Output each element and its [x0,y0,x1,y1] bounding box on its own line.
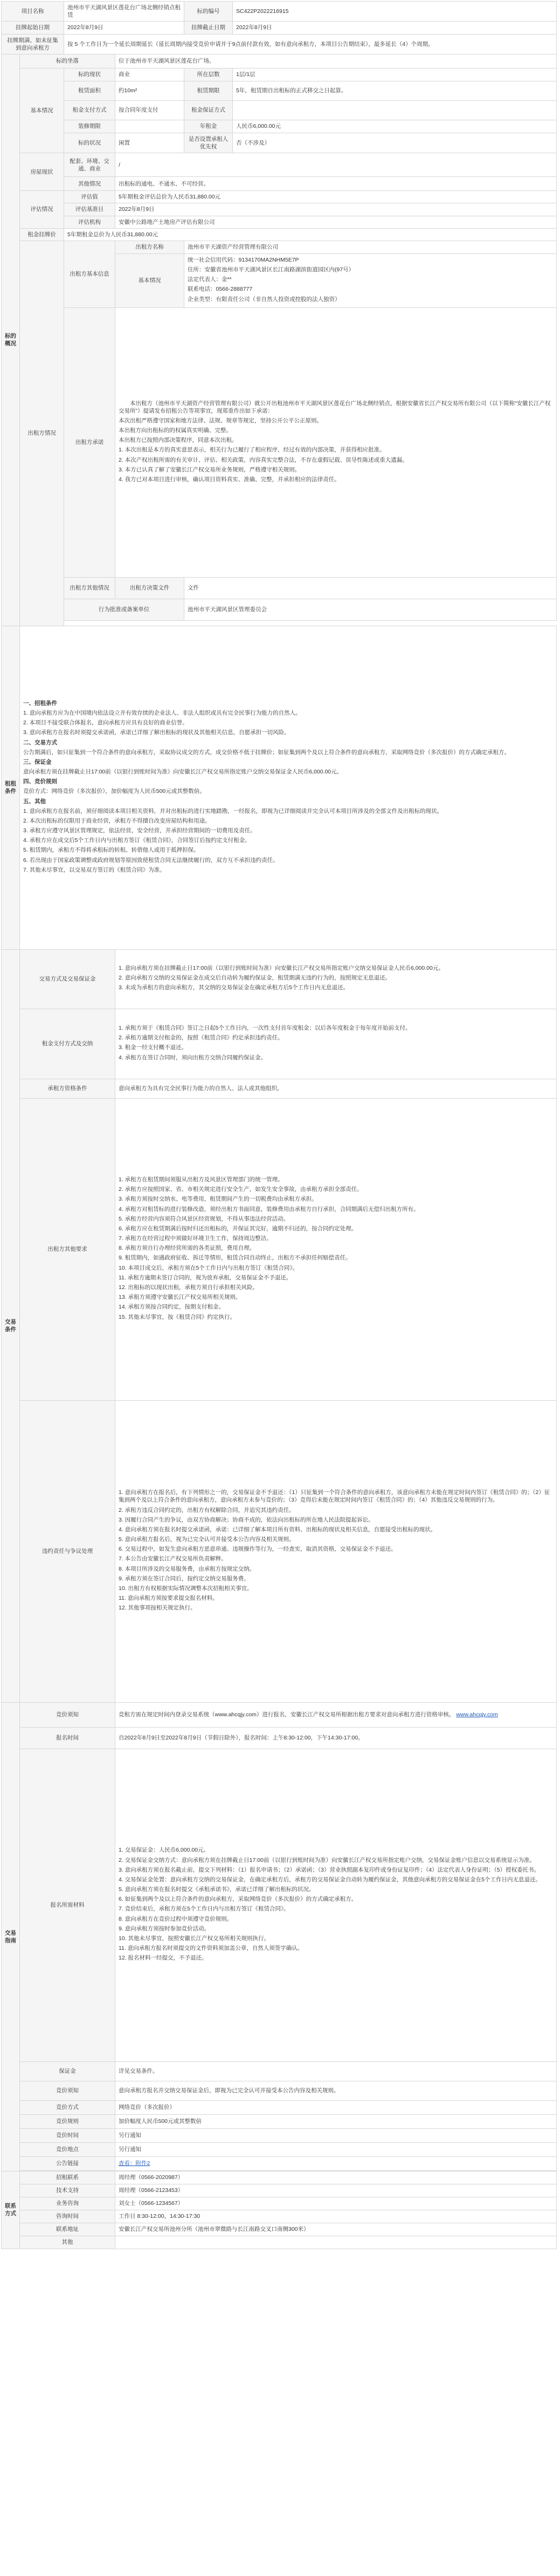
obligation-item: 13. 承租方须遵守安徽长江产权交易所相关规则。 [119,1294,241,1301]
material-item: 5. 意向承租方须在报名时提交《承租承诺书》，承诺已详细了解出租标的状况。 [119,1886,315,1893]
material-item: 6. 如征集到两个及以上符合条件的意向承租方，采取网络竞价（多次报价）的方式确定承租方。 [119,1896,357,1903]
basic-label: 基本情况 [20,68,64,153]
commitment-note: 本出租方（池州市平天湖资产经营管理有限公司）就公开出租池州市平天湖风景区莲花台广场北侧经销点，根据安徽省长江产权交易所有限公司（以下简称“安徽长江产权交易所”）提请发布招租公告等项事宜，现郑重作出如下承诺： [119,400,551,414]
guide-body [115,1702,557,1727]
commitment-sub: 1. 本次出租是本方的真实意思表示，相关行为已履行了相应程序，经过有效的内部决策，并获得相应批准。 [119,447,385,454]
material-item: 9. 意向承租方须按时参加竞价活动。 [119,1925,210,1932]
use-label: 标的现状 [64,68,115,81]
authority-label: 出租方其他情况 [64,577,115,599]
material-item: 11. 意向承租方报名时须提交的文件资料须加盖公章，自然人须签字确认。 [119,1945,303,1952]
obligation-item: 14. 承租方须按合同约定，按期支付租金。 [119,1304,225,1311]
obligation-item: 6. 承租方应在租赁期满后按时归还出租标的，并保证其完好，逾期不归还的，按合同约定处理。 [119,1225,357,1232]
cond-p: 公告期满后，如只征集到一个符合条件的意向承租方，采取协议成交的方式，成交价格不低于挂牌价；如征集到两个及以上符合条件的意向承租方，采取网络竞价（多次报价）的方式确定承租方。 [23,749,510,756]
notice-label: 竞价须知 [20,2081,115,2100]
deposit-label: 租金保证方式 [184,100,233,120]
obligation-item: 9. 租赁期内，如遇政府征收、拆迁等情形，租赁合同自动终止，出租方不承担任何赔偿责任。 [119,1255,351,1262]
dispute-item: 1. 意向承租方在报名后，有下列情形之一的，交易保证金不予退还：（1）只征集到一个符合条件的意向承租方，该意向承租方未能在规定时间内签订《租赁合同》的；（2）征集到两个及以上符合条件的意向承租方，意向承租方未参与竞价的；（3）竞得后未能在规定时间内签订《租赁合同》的；（4）其他违反交易规则的行为。 [119,1489,550,1504]
bid-label: 竞价规则 [20,2114,115,2128]
obligation-item: 7. 承租方在经营过程中须做好环境卫生工作，保持周边整洁。 [119,1235,272,1242]
cond-heading: 二、交易方式 [23,739,57,746]
cother-label: 其他 [20,2236,115,2249]
other: 出租标的通电、不通水、不可经营。 [115,177,557,191]
cond-p: 2. 本次出租标的仅限用于商业经营，承租方不得擅自改变房屋结构和用途。 [23,817,211,824]
obligation-item: 5. 承租方经营内容须符合风景区经营规划，不得从事违法经营活动。 [119,1215,289,1222]
conditions-section: 租租条件 [2,626,20,949]
commitment-item: 本次出租严格遵守国家和地方法律、法规、规章等规定，坚持公开公平公正原则。 [119,417,322,424]
other-label: 其他情况 [64,177,115,191]
cond-p: 竞价方式：网络竞价（多次报价），加价幅度为人民币500元或其整数倍。 [23,788,205,795]
lessor-type: 企业类型：有限责任公司（非自然人投资或控股的法人独资） [188,296,341,303]
obligation-item: 3. 承租方须按时交纳水、电等费用，租赁期间产生的一切税费均由承租方承担。 [119,1196,317,1203]
eval-label: 评估情况 [20,191,64,229]
material-item: 7. 竞价结束后，承租方须在5个工作日内与出租方签订《租赁合同》。 [119,1906,289,1913]
qual-text: 意向承租方为具有完全民事行为能力的自然人、法人或其他组织。 [115,1079,557,1098]
lessor-code: 统一社会信用代码：9134170MA2NHM5E7P [188,256,299,263]
contact: 周经理（0566-2020987） [115,2171,557,2184]
obligation-item: 1. 承租方在租赁期间须服从出租方及风景区管理部门的统一管理。 [119,1176,284,1183]
reg-deposit: 详见交易条件。 [115,2061,557,2081]
lessor-legal: 法定代表人：金** [188,276,232,283]
reg-deposit-label: 保证金 [20,2061,115,2081]
addr: 安徽长江产权交易所池州分所（池州市翠微路与长江南路交叉口南侧300米） [115,2223,557,2236]
rent-method-label: 租金支付方式及交纳 [20,1009,115,1079]
material-item: 10. 其他未尽事宜，按照安徽长江产权交易所相关规则执行。 [119,1935,270,1942]
house-label: 房屋现状 [20,153,64,191]
way: 网络竞价（多次报价） [115,2100,557,2114]
addr-label: 联系地址 [20,2223,115,2236]
obligation-item: 2. 承租方应按照国家、省、市相关规定进行安全生产，如发生安全事故，由承租方承担全部责任。 [119,1186,363,1193]
subject-section: 标的概况 [2,54,20,626]
eval-value-label: 评估值 [64,191,115,203]
conditions-body [20,626,557,949]
period-label: 挂牌期满、如未征集到意向承租方 [2,34,64,54]
commitment-label: 出租方承诺 [64,307,115,577]
eval-value: 5年期租金评估总价为人民币31,880.00元 [115,191,557,203]
time2-label: 竞价时间 [20,2128,115,2142]
material-item: 1. 交易保证金：人民币6,000.00元。 [119,1847,210,1854]
bid: 加价幅度人民币500元或其整数倍 [115,2114,557,2128]
time2: 另行通知 [115,2128,557,2142]
lessor-addr: 住所：安徽省池州市平天湖风景区长江南路湖滨街道园区内(97号） [188,266,355,273]
deposit [233,100,557,120]
dispute-item: 3. 因履行合同产生的争议，由双方协商解决；协商不成的，依法向出租标的所在地人民法院提起诉讼。 [119,1516,374,1523]
way-label: 竞价方式 [20,2100,115,2114]
register-section: 交易指南 [2,1702,20,2171]
lessor-basic [184,254,557,307]
cond-p: 6. 若出现由于国家政策调整或政府规划等原因致使租赁合同无法继续履行的，双方互不承担违约责任。 [23,857,279,864]
contact-label: 招租联系 [20,2171,115,2184]
cond-p: 4. 承租方应在成交后5个工作日内与出租方签订《租赁合同》，合同签订后按约定支付租金。 [23,837,251,844]
material-body [115,1749,557,2061]
intent: 闲置 [115,133,184,153]
obligation-item: 15. 其他未尽事宜，按《租赁合同》约定执行。 [119,1313,236,1320]
notice-text: 意向承租方报名并交纳交易保证金后，即视为已完全认可并接受本公告内容及相关规则。 [115,2081,557,2100]
trade-body [115,949,557,1009]
tech: 刘女士（0566-1234567） [115,2197,557,2210]
lessor-name-label: 出租方名称 [115,241,184,254]
obligation-item: 8. 承租方须自行办理经营所需的各类证照，费用自理。 [119,1245,255,1252]
cond-heading: 五、其他 [23,798,46,805]
time-text: 自2022年8月9日至2022年8月9日（节假日除外），报名时间：上午8:30-12:00，下午14:30-17:00。 [115,1727,557,1749]
cond-p: 2. 本项目不接受联合体报名，意向承租方应具有良好的商业信誉。 [23,720,188,727]
cond-heading: 一、招租条件 [23,700,57,707]
project-name: 池州市平天湖风景区莲花台广场北侧经销点租赁 [64,2,184,22]
dispute-item: 8. 本项目所涉及的交易服务费，由承租方按规定交纳。 [119,1565,255,1572]
commitment-item: 本出租方向出租标的的权属真实明确、完整。 [119,427,232,434]
tech-label: 业务咨询 [20,2197,115,2210]
priority-label: 是否设置承租人优先权 [184,133,233,153]
lessor-basic-label: 基本情况 [115,254,184,307]
notice2-label: 公告链接 [20,2156,115,2170]
rent-method-p: 3. 租金一经支付概不退还。 [119,1044,188,1051]
end-date: 2022年8月9日 [233,22,557,34]
material-item: 3. 意向承租方须在报名截止前，提交下列材料：（1）报名申请书；（2）承诺函；（3）营业执照副本复印件或身份证复印件；（4）法定代表人身份证明；（5）授权委托书。 [119,1866,540,1873]
commitment-sub: 2. 本次产权出租所需的有关审计、评估、相关政策，内容真实完整合法，不存在虚假记载、误导性陈述或重大遗漏。 [119,456,408,463]
material-item: 2. 交易保证金交纳方式：意向承租方须在挂牌截止日17:00前（以银行到账时间为准）向安徽长江产权交易所指定账户交纳，交易保证金账户信息以交易系统显示为准。 [119,1856,535,1864]
dispute-item: 7. 本公告由安徽长江产权交易所负责解释。 [119,1556,227,1563]
rent-label: 年租金 [184,120,233,133]
notice-table [1,1,557,2249]
use: 商业 [115,68,184,81]
material-item: 4. 交易保证金处置：意向承租方交纳的交易保证金，在确定承租方后，承租方的交易保证金自动转为履约保证金，其他意向承租方的交易保证金在5个工作日内无息退还。 [119,1876,542,1883]
facility: / [115,153,557,177]
lessor-tel: 联系电话：0566-2888777 [188,286,253,293]
area: 约10m² [115,81,184,100]
floor-label: 所在层数 [184,68,233,81]
project-code-label: 标的编号 [184,2,233,22]
cond-p: 1. 意向承租方在报名前，须仔细阅读本项目相关资料，并对出租标的进行实地踏勘，一经报名，即视为已详细阅读并完全认可本项目所涉及的全部文件及出租标的现状。 [23,807,443,814]
method-label: 租金支付方式 [64,100,115,120]
dispute-item: 10. 出租方有权根据实际情况调整本次招租相关事宜。 [119,1585,253,1592]
trade-p: 3. 未成为承租方的意向承租方，其交纳的交易保证金在确定承租方后5个工作日内无息退还。 [119,984,349,991]
attachment-link[interactable]: 查看：附件2 [119,2160,150,2167]
obligation-item: 12. 出租标的以现状出租，承租方须自行承担相关风险。 [119,1284,259,1291]
dispute-item: 2. 承租方违反合同约定的，出租方有权解除合同，并追究其违约责任。 [119,1506,295,1513]
trade-p: 1. 意向承租方须在挂牌截止日17:00前（以银行到账时间为准）向安徽长江产权交易所指定账户交纳交易保证金人民币6,000.00元。 [119,965,444,972]
eval-date: 2022年8月9日 [115,203,557,216]
commitment-sub: 3. 本方已认真了解了安徽长江产权交易所业务规则，严格遵守相关规则。 [119,466,301,473]
lessor-section: 出租方基本信息 [64,241,115,307]
obligation-item: 11. 承租方逾期未签订合同的，视为放弃承租，交易保证金不予退还。 [119,1274,292,1281]
dispute-item: 5. 意向承租方报名后，视为已完全认可并接受本公告内容及相关规则。 [119,1536,295,1543]
obligation-item: 4. 承租方对租赁标的进行装修改造，须经出租方书面同意，装修费用由承租方自行承担，合同期满后无偿归出租方所有。 [119,1205,419,1212]
trade-label: 交易方式及交易保证金 [20,949,115,1009]
material-item: 12. 报名材料一经提交，不予退还。 [119,1955,208,1962]
end-date-label: 挂牌截止日期 [184,22,233,34]
floor: 1层/1层 [233,68,557,81]
tel-label: 技术支持 [20,2184,115,2197]
period-text: 按 5 个工作日为一个延长周期延长（延长周期内接受竞价申请并于9点前付款有效，如有意向承租方，本项目公告期结束），最多延长（4）个周期。 [64,34,557,54]
priority: 否（不涉及） [233,133,557,153]
cond-p: 1. 意向承租方应为在中国境内依法设立并有效存续的企业法人、非法人组织或具有完全民事行为能力的自然人。 [23,710,301,717]
cond-p: 7. 其他未尽事宜，以交易双方签订的《租赁合同》为准。 [23,866,165,873]
qual-label: 承租方资格条件 [20,1079,115,1098]
rent: 人民币6,000.00元 [233,120,557,133]
material-label: 报名所需材料 [20,1749,115,2061]
project-name-label: 项目名称 [2,2,64,22]
facility-label: 配套、环境、交通、商业 [64,153,115,177]
rent-method-p: 4. 承租方在签订合同时，须向出租方交纳合同履约保证金。 [119,1054,267,1061]
dispute-item: 4. 意向承租方须在报名时提交承诺函，承诺：已详细了解本项目所有资料、出租标的现状及相关信息，自愿接受出租标的现状。 [119,1526,437,1533]
trade-p: 2. 意向承租方交纳的交易保证金在成交后自动转为履约保证金，租赁期满无违约行为的，按照规定无息退还。 [119,975,391,982]
cond-heading: 三、保证金 [23,758,52,765]
cond-p: 3. 承租方应遵守风景区管理规定，依法经营，安全经营，并承担经营期间的一切费用及责任。 [23,827,256,834]
authority: 出租方决策文件 [115,577,184,599]
cond-p: 3. 意向承租方在报名时须提交承诺函，承诺已详细了解出租标的现状及其他相关信息，自愿承担一切风险。 [23,729,290,736]
place: 另行通知 [115,2142,557,2156]
rent-method-body [115,1009,557,1079]
cond-p: 意向承租方须在挂牌截止日17:00前（以银行到账时间为准）向安徽长江产权交易所指定账户交纳交易保证金人民币6,000.00元。 [23,769,343,776]
commitment-sub: 4. 我方已对本项目进行审核，确认项目资料真实、准确、完整，并承担相应的法律责任。 [119,476,340,483]
intent-label: 标的状况 [64,133,115,153]
location: 位于池州市平天湖风景区莲花台广场。 [115,54,557,68]
place-label: 竞价地点 [20,2142,115,2156]
rent-price: 5年期租金总价为人民币31,880.00元 [64,228,557,241]
lessor-label: 出租方情况 [20,241,64,626]
dispute-item: 12. 其他事项按相关规定执行。 [119,1605,196,1612]
dispute-item: 9. 承租方须在签订合同后，按约定交纳交易服务费。 [119,1575,250,1582]
cother [115,2236,557,2249]
location-label: 标的坐落 [20,54,115,68]
approval: 池州市平天湖风景区管理委员会 [184,599,557,620]
start-date-label: 挂牌起始日期 [2,22,64,34]
obligation-body [115,1098,557,1400]
lessor-name: 池州市平天湖资产经营管理有限公司 [184,241,557,254]
reno [115,120,184,133]
ctime: 工作日 8:30-12:00，14:30-17:30 [115,2210,557,2223]
contacts-section: 联系方式 [2,2171,20,2249]
area-label: 租赁面积 [64,81,115,100]
method: 按合同年度支付 [115,100,184,120]
time-label: 报名时间 [20,1727,115,1749]
dispute-body [115,1400,557,1702]
guide-link[interactable]: www.ahcqjy.com [456,1711,498,1718]
term-label: 租赁期限 [184,81,233,100]
reno-label: 装修期限 [64,120,115,133]
guide-label: 竞价须知 [20,1702,115,1727]
cond-p: 5. 租赁期内，承租方不得将承租标的转租、转借他人或用于抵押担保。 [23,847,199,854]
dispute-label: 违约责任与争议处理 [20,1400,115,1702]
rent-price-label: 租金挂牌价 [20,228,64,241]
cond-heading: 四、竞价规则 [23,778,57,785]
obligation-label: 出租方其他要求 [20,1098,115,1400]
commitment-item: 本出租方已按照内部决策程序，同意本次出租。 [119,437,238,444]
dispute-item: 6. 交易过程中，如发生意向承租方恶意串通、违规操作等行为，一经查实，取消其资格，交易保证金不予退还。 [119,1546,397,1553]
start-date: 2022年8月9日 [64,22,184,34]
project-code: SC422P2022216915 [233,2,557,22]
ctime-label: 咨询时间 [20,2210,115,2223]
tel: 周经理（0566-2123453） [115,2184,557,2197]
commitment [115,307,557,577]
notice2-cell [115,2156,557,2170]
eval-org-label: 评估机构 [64,216,115,228]
rent-method-p: 1. 承租方须于《租赁合同》签订之日起5个工作日内，一次性支付首年度租金；以后各年度租金于每年度开始前支付。 [119,1025,411,1032]
approval-label: 行为批准或备案单位 [64,599,184,620]
term: 5年，租赁期自出租标的正式移交之日起算。 [233,81,557,100]
guide-text: 竞租方需在规定时间内登录交易系统（www.ahcqjy.com）进行报名，安徽长江产权交易所根据出租方要求对意向承租方进行资格审核。 [119,1711,455,1718]
authority-value: 文件 [184,577,557,599]
eval-org: 安徽中公路地产土地房产评估有限公司 [115,216,557,228]
eval-date-label: 评估基准日 [64,203,115,216]
rent-method-p: 2. 承租方逾期支付租金的，按照《租赁合同》约定承担违约责任。 [119,1034,284,1042]
dispute-item: 11. 意向承租方须按要求提交报名材料。 [119,1595,218,1602]
material-item: 8. 意向承租方在竞价过程中须遵守竞价规则。 [119,1915,233,1922]
deal-section: 交易条件 [2,949,20,1702]
obligation-item: 10. 本项目成交后，承租方须在5个工作日内与出租方签订《租赁合同》。 [119,1264,299,1271]
